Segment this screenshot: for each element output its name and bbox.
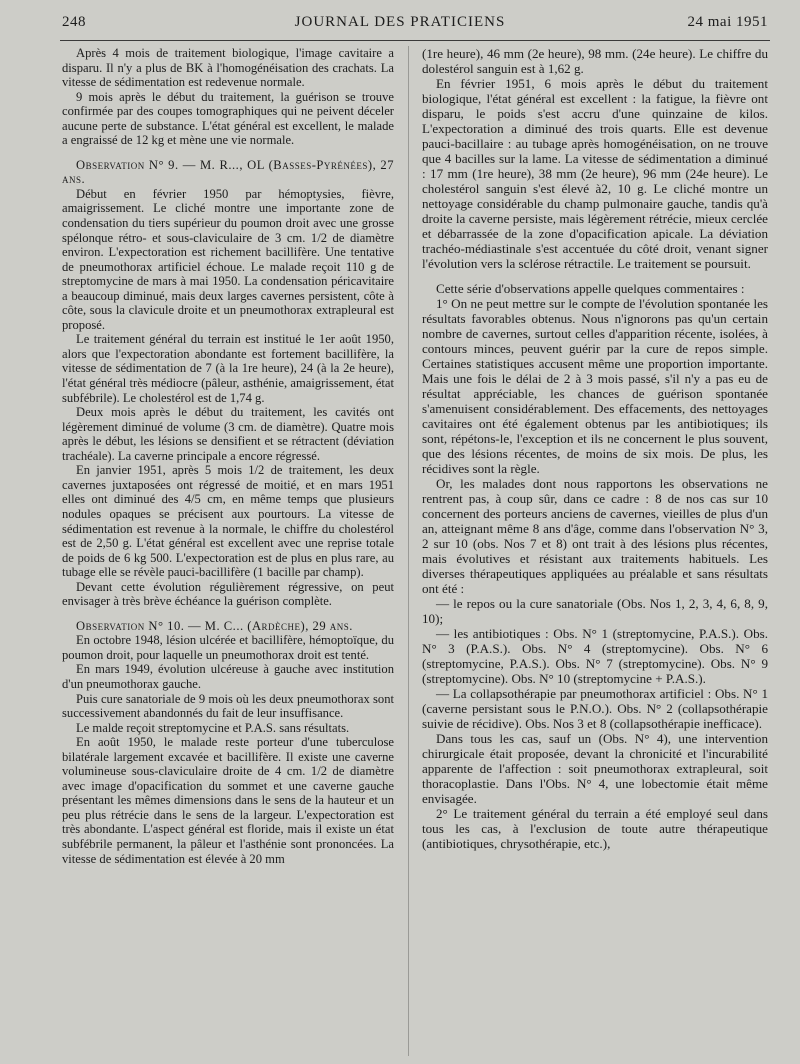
paragraph: 9 mois après le début du traitement, la guérison se trouve confirmée par des coupes tomographiques qui ne peivent déceler aucune perte de substance. L'état général est excellent, le malade a engraissé de 12 kg et mène une vie normale.	[62, 89, 394, 148]
page-header	[0, 14, 800, 40]
paragraph: Début en février 1950 par hémoptysies, fièvre, amaigrissement. Le cliché montre une importante zone de condensation du tiers supérieur du poumon droit avec une grosse spélonque rétro- et sous-claviculaire de 3 cm. 1/2 de diamètre environ. L'expectoration est richement bacillifère. Une tentative de pneumothorax artificiel échoue. Le malade reçoit 110 g de streptomycine de mars à mai 1950. La condensation péricavitaire a beaucoup diminué, mais deux larges cavernes persistent, côte à côte, sous la clavicule droite et un pneumothorax extrapleural est proposé.	[62, 186, 394, 332]
section-intro: Cette série d'observations appelle quelques commentaires :	[436, 281, 745, 296]
paragraph: Or, les malades dont nous rapportons les observations ne rentrent pas, à coup sûr, dans ce cadre : 8 de nos cas sur 10 concernent des porteurs anciens de cavernes, vieilles de plus d'un an, atteignant même 8 ans d'âge, comme dans l'observation N° 3, 2 sur 10 (obs. Nos 7 et 8) ont trait à des lésions plus récentes, mais évolutives et résistant aux traitements habituels. Les diverses thérapeutiques appliquées au préalable et sans résultats ont été :	[422, 476, 768, 596]
paragraph: 2° Le traitement général du terrain a été employé seul dans tous les cas, à l'exclusion de toute autre thérapeutique (antibiotiques, chrysothérapie, etc.),	[422, 806, 768, 851]
list-item: — La collapsothérapie par pneumothorax artificiel : Obs. N° 1 (caverne persistant sous le P.N.O.). Obs. N° 2 (collapsothérapie suivie de récidive). Obs. Nos 3 et 8 (collapsothérapie inefficace).	[422, 686, 768, 731]
paragraph: 1° On ne peut mettre sur le compte de l'évolution spontanée les résultats favorables obtenus. Nous n'ignorons pas qu'un certain nombre de cavernes, surtout celles d'apparition récente, isolées, à contours minces, peuvent guérir par la cure de repos simple. Certaines statistiques accusent même une proportion importante. Mais une fois le délai de 2 à 3 mois passé, s'il n'y a pas eu de résultat appréciable, les chances de guérison spontanée s'amenuisent considérablement. Des effacements, des nettoyages cavitaires ont été également obtenus par les antibiotiques; ils sont, répétons-le, l'exception et ils ne concernent le plus souvent, que des lésions récentes, de moins de six mois. De plus, les récidives sont la règle.	[422, 296, 768, 476]
list-item: — le repos ou la cure sanatoriale (Obs. Nos 1, 2, 3, 4, 6, 8, 9, 10);	[422, 596, 768, 626]
observation-heading: Observation N° 9. — M. R..., OL (Basses-Pyrénées), 27 ans.	[62, 157, 394, 187]
left-column	[62, 46, 394, 1056]
paragraph: En mars 1949, évolution ulcéreuse à gauche avec institution d'un pneumothorax gauche.	[62, 662, 394, 691]
paragraph: Le malde reçoit streptomycine et P.A.S. sans résultats.	[76, 720, 350, 735]
observation-heading: Observation N° 10. — M. C... (Ardèche), 29 ans.	[76, 618, 353, 633]
paragraph: (1re heure), 46 mm (2e heure), 98 mm. (24e heure). Le chiffre du dolestérol sanguin est à 1,62 g.	[422, 46, 768, 76]
paragraph: Dans tous les cas, sauf un (Obs. N° 4), une intervention chirurgicale était proposée, devant la chronicité et l'incurabilité apparente de l'affection : soit pneumothorax extrapleural, soit thoracoplastie. Dans l'Obs. N° 4, une lobectomie était même envisagée.	[422, 731, 768, 806]
paragraph: Devant cette évolution régulièrement régressive, on peut envisager à très brève échéance la guérison complète.	[62, 579, 394, 609]
paragraph: En août 1950, le malade reste porteur d'une tuberculose bilatérale largement excavée et bacillifère. Il existe une caverne volumineuse sous-claviculaire droite de 4 cm. 1/2 de diamètre avec image d'opacification du sommet et une caverne gauche présentant les mêmes dimensions dans le sens de la hauteur et un peu plus rétrécie dans le sens de la largeur. L'expectoration est très abondante. L'aspect général est floride, mais il existe un état subfébrile permanent, la pâleur et l'asthénie sont prononcées. La vitesse de sédimentation est élevée à 20 mm	[62, 735, 394, 866]
list-item: — les antibiotiques : Obs. N° 1 (streptomycine, P.A.S.). Obs. N° 3 (P.A.S.). Obs. N° 4 (streptomycine). Obs. N° 6 (streptomycine, P.A.S.). Obs. N° 7 (streptomycine). Obs. N° 9 (streptomycine). Obs. N° 10 (streptomycine + P.A.S.).	[422, 626, 768, 686]
paragraph: Le traitement général du terrain est institué le 1er août 1950, alors que l'expectoration abondante est fortement bacillifère, la vitesse de sédimentation de 7 (à la 1re heure), 24 (à la 2e heure), l'état général très médiocre (pâleur, asthénie, amaigrissement, état subfébrile). Le cholestérol est de 1,74 g.	[62, 332, 394, 405]
paragraph: En février 1951, 6 mois après le début du traitement biologique, l'état général est excellent : la fatigue, la fièvre ont disparu, le poids s'est accru d'une quinzaine de kilos. L'expectoration a diminué des trois quarts. Elle est devenue pauci-bacillaire : au tubage après homogénéisation, on ne trouve que 4 bacilles sur la lame. La vitesse de sédimentation a diminué : 17 mm (1re heure), 38 mm (2e heure), 96 mm (24e heure). Le cholestérol sanguin s'est élevé à2, 10 g. Le cliché montre un nettoyage considérable du champ pulmonaire gauche, tandis qu'à droite la caverne persiste, mais légèrement rétrécie, mieux cerclée et débarrassée de la zone d'opacification apicale. La déviation trachéo-médiastinale s'est accentuée du côté droit, venant signer l'évolution vers la sclérose rétractile. Le traitement se poursuit.	[422, 76, 768, 271]
paragraph: Puis cure sanatoriale de 9 mois où les deux pneumothorax sont successivement abandonnés du fait de leur insuffisance.	[62, 691, 394, 721]
paragraph: En janvier 1951, après 5 mois 1/2 de traitement, les deux cavernes juxtaposées ont régressé de moitié, et en mars 1951 elles ont diminué des 4/5 cm, en même temps que plusieurs nodules opaques se précisent aux pourtours. La vitesse de sédimentation est revenue à la normale, le chiffre du cholestérol est de 2,50 g. L'état général est excellent avec une reprise totale de poids de 6 kg 500. L'expectoration est de plus en plus rare, au tubage elle se révèle pauci-bacillifère (1 bacille par champ).	[62, 463, 394, 580]
issue-date: 24 mai 1951	[687, 14, 768, 30]
paragraph: Après 4 mois de traitement biologique, l'image cavitaire a disparu. Il n'y a plus de BK à l'homogénéisation des crachats. La vitesse de sédimentation est redevenue normale.	[62, 46, 394, 90]
journal-title: JOURNAL DES PRATICIENS	[294, 14, 506, 30]
page-number: 248	[62, 14, 86, 30]
paragraph: Deux mois après le début du traitement, les cavités ont légèrement diminué de volume (3 cm. de diamètre). Quatre mois après le début, les lésions se densifient et se rétractent (déviation trachéale). La caverne principale a encore régressé.	[62, 405, 394, 463]
column-divider	[408, 46, 409, 1056]
header-rule	[60, 40, 770, 41]
right-column	[422, 46, 768, 1056]
paragraph: En octobre 1948, lésion ulcérée et bacillifère, hémoptoïque, du poumon droit, pour laquelle un pneumothorax droit est tenté.	[62, 633, 394, 662]
